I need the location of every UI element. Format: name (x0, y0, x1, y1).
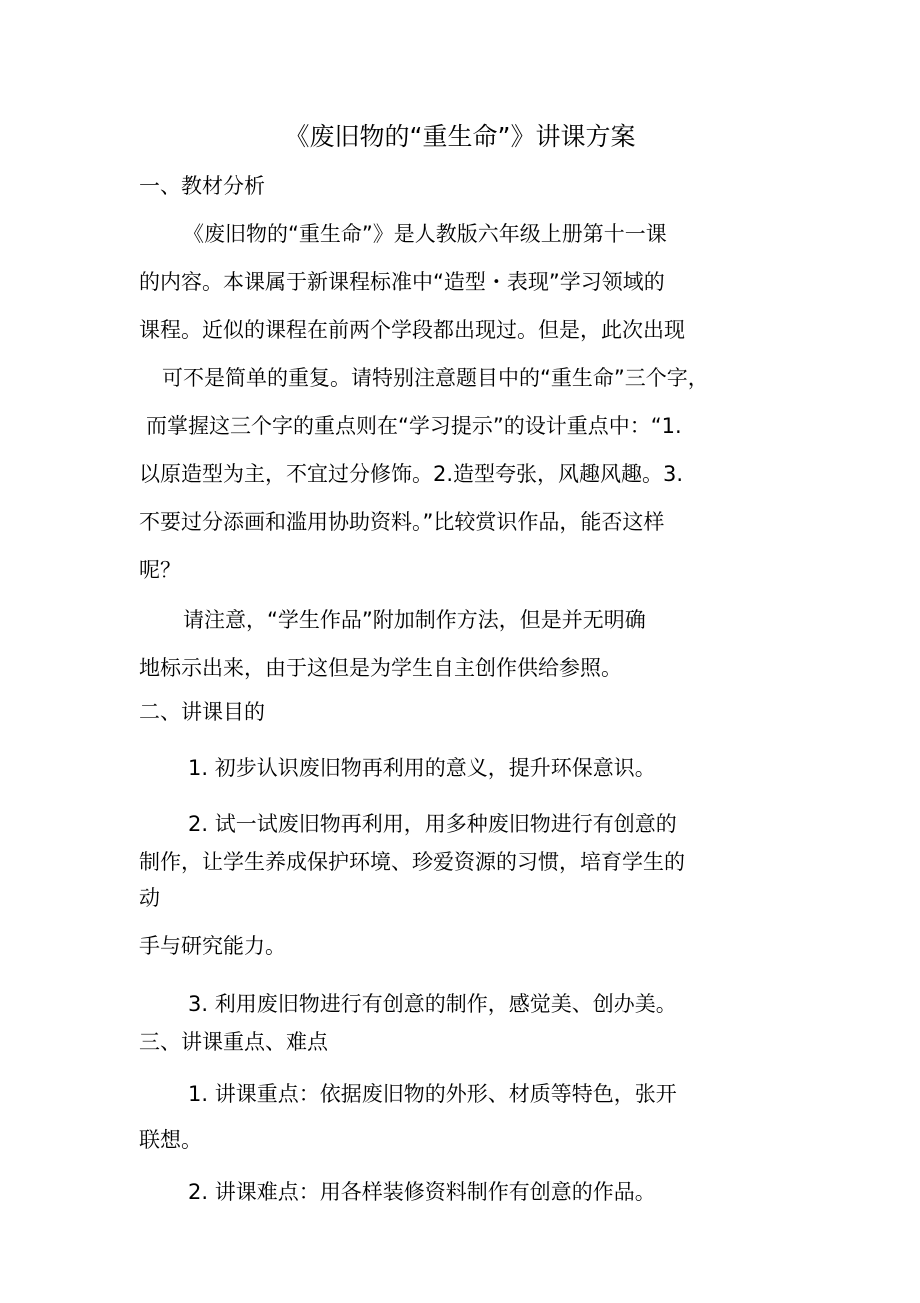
paragraph-line: 呢？ (139, 558, 181, 582)
paragraph-line: 请注意，“学生作品”附加制作方法，但是并无明确 (183, 608, 646, 632)
document-title: 《废旧物的“重生命”》讲课方案 (284, 122, 636, 151)
list-item: 2. 讲课难点：用各样装修资料制作有创意的作品。 (188, 1180, 656, 1204)
paragraph-line: 地标示出来，由于这但是为学生自主创作供给参照。 (139, 656, 622, 680)
list-item: 1. 初步认识废旧物再利用的意义，提升环保意识。 (188, 756, 656, 780)
paragraph-line: 课程。近似的课程在前两个学段都出现过。但是，此次出现 (139, 318, 685, 342)
paragraph-line: 以原造型为主，不宜过分修饰。2.造型夸张，风趣风趣。3. (139, 462, 684, 486)
paragraph-line: 联想。 (139, 1128, 202, 1152)
list-item: 3. 利用废旧物进行有创意的制作，感觉美、创办美。 (188, 992, 677, 1016)
section-heading-3: 三、讲课重点、难点 (139, 1030, 328, 1054)
list-item: 1. 讲课重点：依据废旧物的外形、材质等特色，张开 (188, 1082, 677, 1106)
list-item: 2. 试一试废旧物再利用，用多种废旧物进行有创意的 (188, 812, 677, 836)
paragraph-line: 制作，让学生养成保护环境、珍爱资源的习惯，培育学生的 (139, 850, 685, 874)
paragraph-line: 可不是简单的重复。请特别注意题目中的“重生命”三个字， (162, 366, 709, 390)
paragraph-line: 动 (139, 886, 160, 910)
section-heading-2: 二、讲课目的 (139, 700, 265, 724)
paragraph-line: 手与研究能力。 (139, 934, 286, 958)
paragraph-line: 不要过分添画和滥用协助资料。”比较赏识作品，能否这样 (139, 510, 665, 534)
paragraph-line: 的内容。本课属于新课程标准中“造型・表现”学习领域的 (139, 270, 665, 294)
paragraph-line: 《废旧物的“重生命”》是人教版六年级上册第十一课 (183, 222, 667, 246)
section-heading-1: 一、教材分析 (139, 174, 265, 198)
paragraph-line: 而掌握这三个字的重点则在“学习提示”的设计重点中：“1. (146, 414, 682, 438)
